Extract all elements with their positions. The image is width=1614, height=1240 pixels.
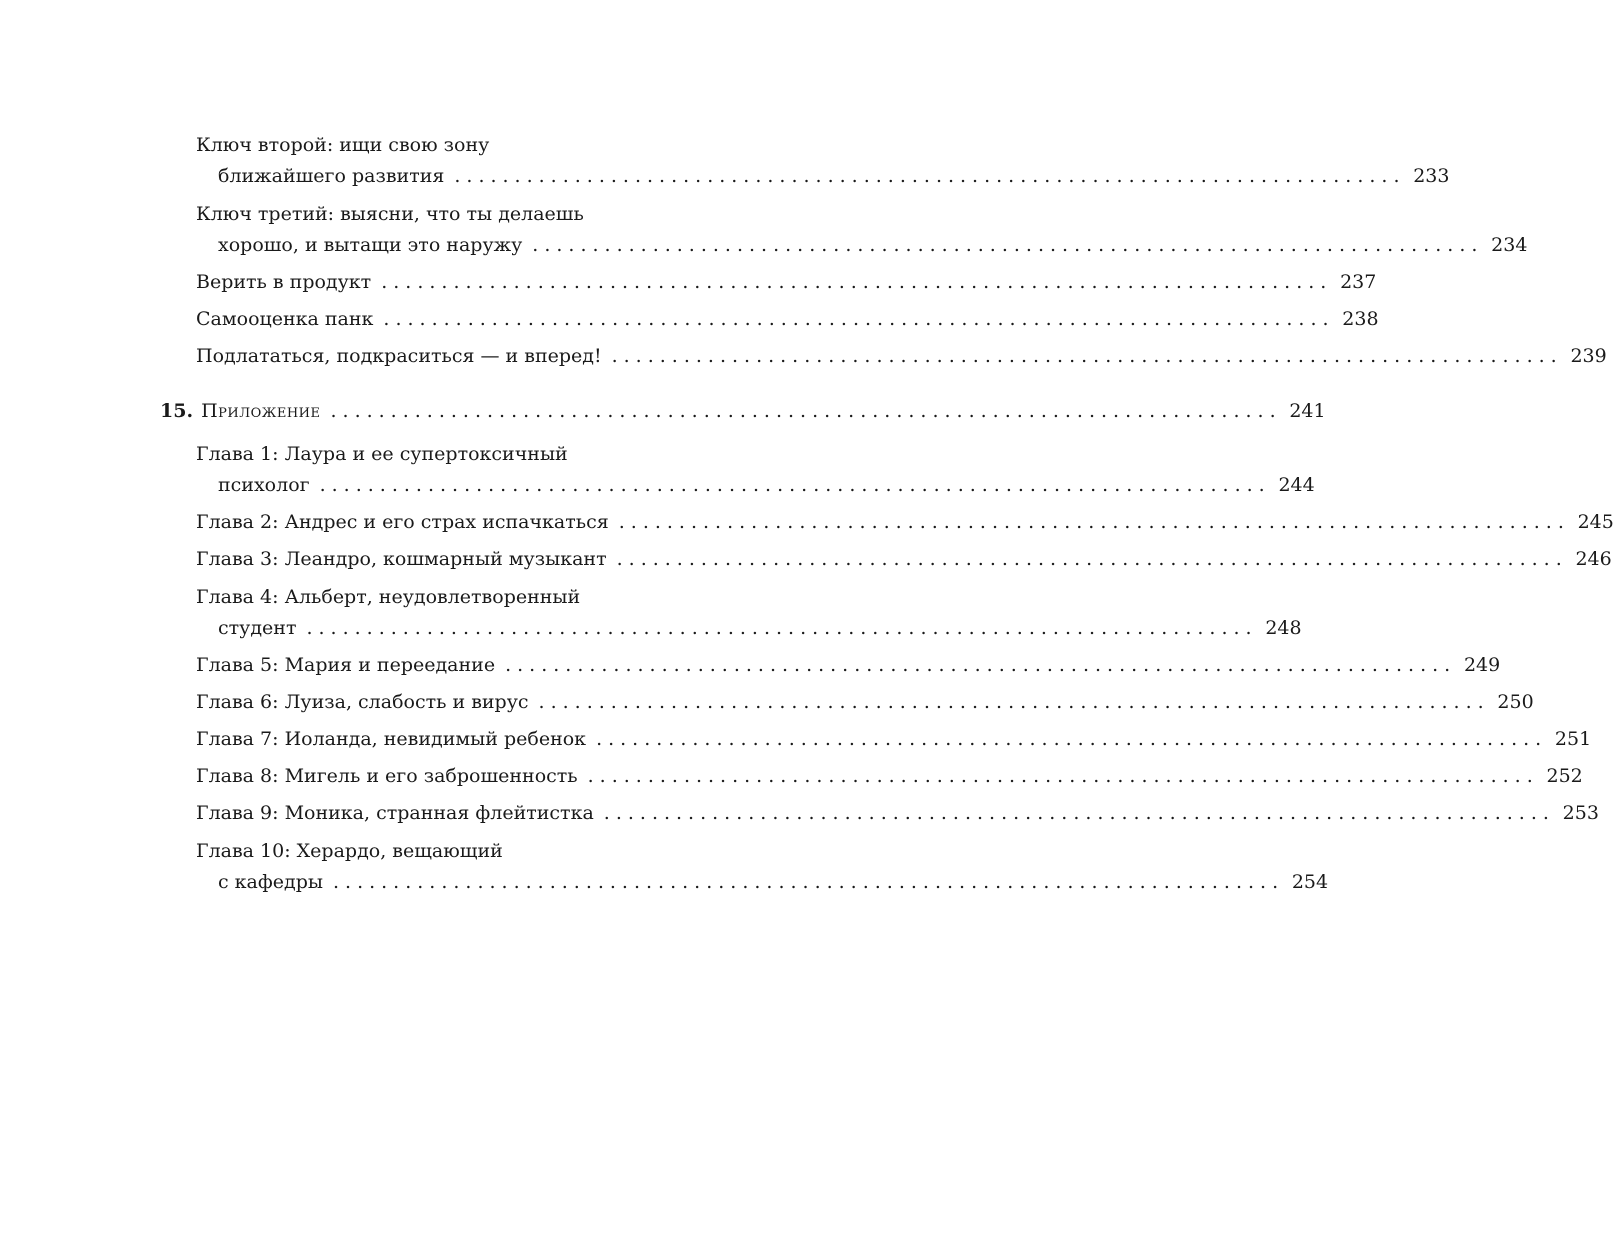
toc-entry-title: хорошо, и вытащи это наружу	[218, 234, 523, 256]
toc-entry	[196, 304, 1379, 335]
toc-leader-dots: ...............................................................................	[618, 511, 1570, 533]
toc-page-number: 250	[1497, 691, 1534, 713]
toc-entry	[196, 582, 1302, 644]
toc-leader-dots: ...............................................................................	[505, 654, 1457, 676]
toc-entry-title: Самооценка панк	[196, 308, 374, 330]
toc-leader-dots: ...............................................................................	[330, 400, 1282, 422]
toc-leader-dots: ...............................................................................	[306, 617, 1258, 639]
toc-entry-title: Глава 3: Леандро, кошмарный музыкант	[196, 548, 607, 570]
chapter-number: 15.	[160, 400, 194, 422]
toc-entry-first-line: Ключ второй: ищи свою зону	[196, 134, 490, 156]
toc-entry-title: Глава 9: Моника, странная флейтистка	[196, 802, 594, 824]
toc-entry-title: психолог	[218, 474, 310, 496]
toc-entry-title: студент	[218, 617, 297, 639]
toc-leader-dots: ...............................................................................	[332, 871, 1285, 893]
toc-leader-dots: ...............................................................................	[381, 271, 1333, 293]
toc-entry-first-line: Глава 10: Херардо, вещающий	[196, 840, 503, 862]
toc-entry	[196, 724, 1592, 755]
toc-page-number: 244	[1278, 474, 1315, 496]
toc-page-number: 254	[1291, 871, 1329, 893]
toc-page-number: 239	[1570, 345, 1607, 367]
toc-page-number: 249	[1463, 654, 1501, 676]
toc-entry-first-line: Глава 4: Альберт, неудовлетворенный	[196, 586, 581, 608]
toc-entry	[196, 650, 1501, 681]
toc-page-number: 237	[1340, 271, 1377, 293]
toc-leader-dots: ...............................................................................	[587, 765, 1539, 787]
toc-page-number: 251	[1554, 728, 1592, 750]
toc-leader-dots: ...............................................................................	[383, 308, 1335, 330]
toc-leader-dots: ...............................................................................	[319, 474, 1271, 496]
toc-entry-title: Глава 8: Мигель и его заброшенность	[196, 765, 578, 787]
toc-entry	[196, 836, 1329, 898]
toc-page-number: 248	[1265, 617, 1302, 639]
toc-entry	[196, 439, 1315, 501]
toc-leader-dots: ...............................................................................	[611, 345, 1563, 367]
toc-entry-title: ближайшего развития	[218, 165, 445, 187]
toc-leader-dots: ...............................................................................	[454, 165, 1406, 187]
toc-entry	[196, 507, 1614, 538]
toc-entry-first-line: Глава 1: Лаура и ее супертоксичный	[196, 443, 568, 465]
toc-entry	[196, 130, 1450, 192]
toc-entry-title: Глава 5: Мария и переедание	[196, 654, 496, 676]
toc-leader-dots: ...............................................................................	[532, 234, 1484, 256]
toc-entry	[196, 687, 1534, 718]
toc-page-number: 245	[1577, 511, 1614, 533]
toc-entry-title: Глава 2: Андрес и его страх испачкаться	[196, 511, 609, 533]
toc-page-number: 238	[1342, 308, 1379, 330]
toc-leader-dots: ...............................................................................	[616, 548, 1568, 570]
toc-page-number: 246	[1575, 548, 1612, 570]
toc-entry	[196, 761, 1583, 792]
toc-entry	[196, 267, 1377, 298]
toc-page-number: 234	[1491, 234, 1528, 256]
toc-page-number: 252	[1546, 765, 1583, 787]
toc-leader-dots: ...............................................................................	[603, 802, 1555, 824]
toc-entry-title: Глава 7: Иоланда, невидимый ребенок	[196, 728, 587, 750]
toc-chapter-heading	[160, 396, 1326, 427]
toc-entry	[196, 341, 1607, 372]
toc-page-number: 253	[1562, 802, 1599, 824]
toc-entry-title: Подлататься, подкраситься — и вперед!	[196, 345, 602, 367]
toc-entry-title: с кафедры	[218, 871, 323, 893]
toc-page-number: 241	[1289, 400, 1326, 422]
toc-leader-dots: ...............................................................................	[596, 728, 1548, 750]
toc-entry-title: Верить в продукт	[196, 271, 372, 293]
toc-entry	[196, 544, 1612, 575]
toc-page-number: 233	[1413, 165, 1450, 187]
toc-entry-first-line: Ключ третий: выясни, что ты делаешь	[196, 203, 584, 225]
toc-leader-dots: ...............................................................................	[538, 691, 1490, 713]
toc-entry-title: Глава 6: Луиза, слабость и вирус	[196, 691, 529, 713]
chapter-title: Приложение	[201, 400, 321, 422]
toc-entry	[196, 798, 1599, 829]
toc-entry	[196, 199, 1528, 261]
